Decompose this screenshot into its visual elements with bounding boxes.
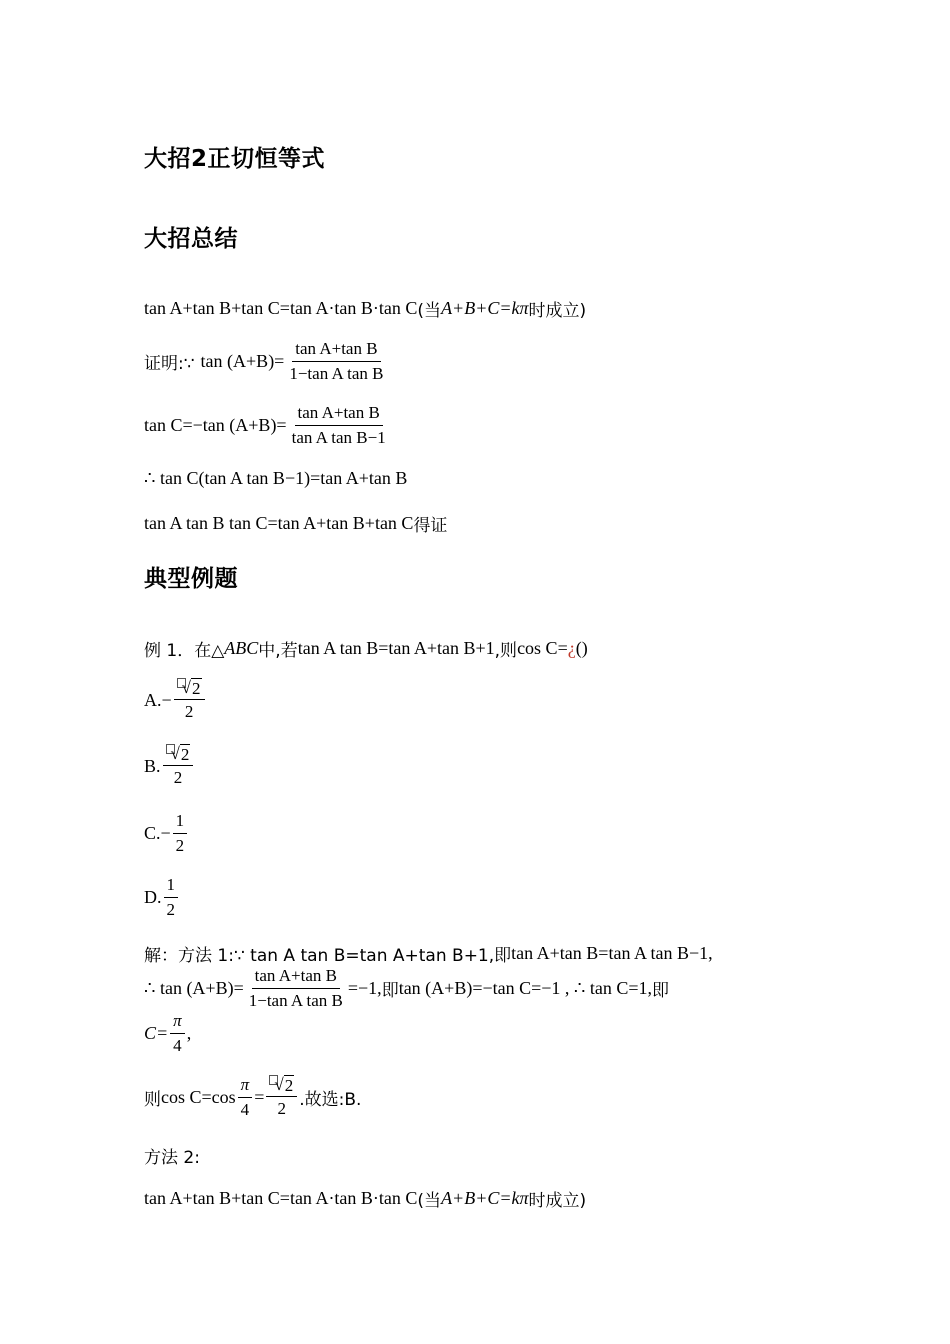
solution-l2c: 即	[381, 981, 399, 1001]
solution-l3a: C=	[144, 1023, 169, 1043]
option-fraction	[174, 678, 205, 723]
solution-l1a: 解：方法 1:∵ tan A tan B=tan A+tan B+1,	[144, 946, 495, 966]
fraction-denominator: 2	[184, 702, 194, 721]
method2-identity: tan A+tan B+tan C=tan A·tan B·tan C	[144, 1188, 418, 1208]
option-fraction	[173, 810, 188, 857]
fraction-numerator: tan A+tan B	[252, 965, 340, 989]
proof-line-1	[144, 338, 388, 385]
solution-l4a: 则	[144, 1090, 161, 1110]
radical-icon: √	[181, 678, 191, 697]
solution-line-2	[144, 965, 669, 1012]
solution-l2d: tan (A+B)=−tan C=−1 , ∴ tan C=1,	[398, 978, 653, 998]
sqrt-numerator	[174, 678, 205, 700]
section-heading-summary: 大招总结	[144, 226, 238, 252]
example1-triangle: ABC	[224, 638, 259, 658]
solution-line-3	[144, 1010, 191, 1057]
fraction-numerator: tan A+tan B	[292, 338, 380, 362]
identity-condition-suffix: 时成立)	[528, 301, 587, 321]
fraction-denominator: tan A tan B−1	[291, 428, 386, 447]
method2-label	[144, 1143, 200, 1168]
fraction-numerator: π	[238, 1074, 253, 1098]
option-label: A.	[144, 690, 162, 710]
example1-paren: ()	[575, 638, 588, 658]
fraction-numerator: π	[170, 1010, 185, 1034]
option-label: C.	[144, 823, 161, 843]
option-b[interactable]	[144, 744, 195, 789]
page-title: 大招2正切恒等式	[144, 146, 326, 172]
method2-identity-line	[144, 1186, 586, 1211]
solution-l1c: tan A+tan B=tan A tan B−1,	[511, 943, 713, 963]
solution-l2b: =−1,	[347, 978, 382, 998]
identity-formula: tan A+tan B+tan C=tan A·tan B·tan C	[144, 298, 418, 318]
fraction-denominator: 4	[173, 1036, 182, 1055]
solution-l2e: 即	[652, 981, 670, 1001]
identity-condition-math: A+B+C=kπ	[441, 298, 529, 318]
solution-l4d: .故选:B.	[299, 1090, 362, 1110]
proof-label: 证明:∵	[144, 354, 195, 374]
option-fraction	[163, 744, 194, 789]
proof-line1-fraction	[286, 338, 386, 385]
proof-line4-math: tan A tan B tan C=tan A+tan B+tan C	[144, 513, 414, 533]
fraction-numerator: 1	[173, 810, 188, 834]
option-label: D.	[144, 887, 162, 907]
fraction-numerator: tan A+tan B	[295, 402, 383, 426]
proof-line-2	[144, 402, 391, 449]
radicand: 2	[180, 745, 190, 764]
method2-condition-suffix: 时成立)	[528, 1191, 587, 1211]
option-fraction	[164, 874, 179, 921]
solution-l4c: =	[254, 1087, 265, 1107]
option-a[interactable]	[144, 678, 207, 723]
sqrt-numerator	[266, 1075, 297, 1097]
fraction-denominator: 2	[173, 768, 183, 787]
example1-mid: 中,若	[258, 641, 298, 661]
solution-line-4	[144, 1074, 361, 1121]
proof-line-4	[144, 511, 447, 536]
sqrt-numerator	[163, 744, 194, 766]
solution-l4-fraction-pi	[238, 1074, 253, 1121]
option-sign: −	[160, 823, 171, 843]
option-label: B.	[144, 756, 161, 776]
fraction-denominator: 1−tan A tan B	[289, 364, 384, 383]
option-d[interactable]	[144, 874, 180, 921]
example1-condition: tan A tan B=tan A+tan B+1	[297, 638, 495, 658]
method2-condition-math: A+B+C=kπ	[441, 1188, 529, 1208]
example1-ask: cos C=	[517, 638, 568, 658]
example1-question	[144, 636, 588, 661]
proof-line-3: ∴ tan C(tan A tan B−1)=tan A+tan B	[144, 468, 408, 488]
fraction-numerator: 1	[164, 874, 179, 898]
solution-l4-fraction-root	[266, 1075, 297, 1120]
fraction-denominator: 4	[240, 1100, 250, 1119]
solution-l2-fraction	[246, 965, 346, 1012]
proof-line2-lhs: tan C=−tan (A+B)=	[144, 415, 287, 435]
solution-l2a: ∴ tan (A+B)=	[144, 978, 244, 998]
solution-l3-fraction	[170, 1010, 185, 1057]
radicand: 2	[284, 1076, 294, 1095]
fraction-denominator: 2	[277, 1099, 287, 1118]
radical-icon: √	[170, 744, 180, 763]
fraction-denominator: 1−tan A tan B	[248, 991, 343, 1010]
fraction-denominator: 2	[175, 836, 185, 855]
method2-condition-prefix: (当	[417, 1191, 442, 1211]
solution-l4b: cos C=cos	[161, 1087, 236, 1107]
solution-l1b: 即	[494, 946, 512, 966]
identity-condition-prefix: (当	[417, 301, 442, 321]
proof-line2-fraction	[289, 402, 389, 449]
fraction-denominator: 2	[166, 900, 175, 919]
option-c[interactable]	[144, 810, 189, 857]
method2-text: 方法 2:	[144, 1148, 200, 1168]
example1-then: ,则	[494, 641, 518, 661]
solution-line-1	[144, 941, 713, 966]
radicand: 2	[192, 679, 201, 698]
proof-line1-lhs: tan (A+B)=	[200, 351, 285, 371]
identity-line	[144, 296, 586, 321]
option-sign: −	[161, 690, 172, 710]
radical-icon: √	[274, 1075, 284, 1094]
proof-line4-suffix: 得证	[413, 516, 448, 536]
example1-prefix: 例 1．在△	[144, 641, 225, 661]
solution-l3b: ,	[186, 1023, 192, 1043]
section-heading-examples: 典型例题	[144, 566, 238, 592]
example1-glyph: ¿	[567, 638, 576, 658]
